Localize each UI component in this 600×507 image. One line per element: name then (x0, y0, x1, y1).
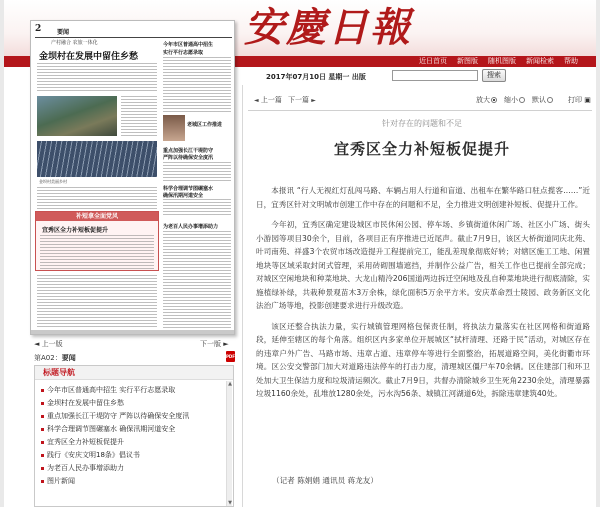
headline-item[interactable]: 宜秀区全力补短板促提升 (35, 436, 225, 449)
prev-page-link[interactable]: ◄ 上一版 (34, 340, 63, 348)
thumb-lead-text-2 (121, 96, 157, 136)
headline-list (35, 384, 225, 488)
next-article-label: 下一篇 (288, 96, 309, 104)
thumb-right-kicker[interactable]: 今年市区普通高中招生 (163, 42, 214, 48)
page (4, 0, 596, 507)
zoom-out-radio-icon[interactable] (519, 97, 525, 103)
thumb-mid-title: 老城区工作推进 (187, 122, 223, 128)
print-link[interactable] (568, 94, 591, 106)
article-byline: （记者 陈娟娟 通讯员 蒋龙友） (272, 476, 378, 485)
nav-recent-home[interactable]: 近日首页 (419, 57, 447, 65)
nav-links (419, 56, 578, 67)
thumb-lead-text (37, 63, 157, 93)
headline-item[interactable]: 科学合理调节图碾塞水 确保汛期河道安全 (35, 423, 225, 436)
scroll-up-icon[interactable]: ▲ (228, 381, 232, 387)
headline-item[interactable]: 金坝村在发展中留住乡愁 (35, 397, 225, 410)
dateline (266, 72, 366, 82)
headline-item[interactable]: 重点加强长江干堤防守 严阵以待确保安全度汛 (35, 410, 225, 423)
article-kicker: 针对存在的问题和不足 (382, 119, 462, 128)
search-button[interactable]: 搜索 (482, 69, 506, 82)
nav-random-page[interactable]: 随机图版 (488, 57, 516, 65)
thumb-right-text (163, 57, 231, 112)
headline-scrollbar[interactable] (226, 381, 232, 506)
headline-item[interactable]: 今年市区普通高中招生 实行平行志愿录取 (35, 384, 225, 397)
column-divider (242, 85, 243, 507)
thumb-rule (35, 37, 232, 38)
thumb-right-title[interactable]: 实行平行志愿录取 (163, 50, 204, 56)
search-input[interactable] (392, 70, 478, 81)
pdf-icon[interactable]: PDF (226, 351, 235, 362)
thumb-right3-title[interactable]: 科学合理调节图碾塞水 (163, 186, 214, 192)
next-article-link[interactable] (288, 94, 316, 107)
thumb-photo-village (37, 96, 117, 136)
thumb-lead-title[interactable]: 金坝村在发展中留住乡愁 (39, 52, 139, 62)
next-arrow-icon: ► (311, 97, 316, 104)
thumb-bottom-right-title[interactable]: 为老百人民办事增添助力 (163, 224, 219, 230)
next-page-link[interactable]: 下一版 ► (200, 340, 229, 348)
thumb-highlight-box[interactable] (35, 211, 159, 271)
default-size-radio-icon[interactable] (547, 97, 553, 103)
article-paragraph: 本报讯 “行人无视红灯乱闯马路、车辆占用人行道和盲道、出租车在繁华路口驻点揽客……”近日，宜秀区针对文明城市创建工作中存在的问题和不足，全力推进文明创建补短板、促提升工作。 (256, 186, 590, 209)
page-thumbnail[interactable] (30, 20, 235, 335)
article-title: 宜秀区全力补短板促提升 (333, 140, 510, 158)
thumb-photo-solar (37, 141, 157, 177)
zoom-in-radio-icon[interactable] (491, 97, 497, 103)
prev-page-label: 上一版 (41, 340, 63, 348)
thumb-box-text (40, 235, 154, 269)
thumb-page-no: 2 (35, 24, 42, 34)
thumb-box-header: 补短拿全面党风 (36, 212, 158, 221)
default-size-option[interactable] (532, 94, 553, 106)
date: 2017年07月10日 (266, 73, 326, 81)
article-body (256, 184, 590, 408)
headline-item[interactable]: 践行《安庆文明18条》倡议书 (35, 449, 225, 462)
masthead-logo[interactable]: 安慶日報 (244, 4, 412, 51)
thumb-lower-text (37, 275, 157, 329)
article-toolbar (248, 94, 596, 106)
thumb-bottom-strip (31, 330, 235, 334)
headline-item[interactable]: 图片新闻 (35, 475, 225, 488)
thumb-section: 要闻 (57, 29, 70, 36)
headline-item[interactable]: 为老百人民办事增添助力 (35, 462, 225, 475)
prev-article-link[interactable] (254, 94, 282, 107)
next-page-label: 下一版 (200, 340, 221, 348)
thumb-lead-kicker: 产村融合 农旅一体化 (51, 40, 98, 46)
article-paragraph: 该区还整合执法力量，实行城镇管理网格包保责任制，将执法力量落实在社区网格和街道路段，延伸至辖区的每个角落。组织区内多家单位开展城区“拭杆清理、还路于民”活动，对城区存在的违章户外广告、马路市场、违章占道、违章停车等进行全面整治，拓展道路空间，美化街衢市环境。区公安交警部门加大对道路违法停车的打击力度，清理城区僵尸车70余辆。区住建部门和环卫处加大卫生保洁力度和垃圾清运频次。截止7月9日，共督办清除城乡卫生死角2230余处，清理暴露垃圾1160余处，乱堆放1280余处，污水沟56条、城镇江河湖道6处，拆除违章建筑40处。 (256, 321, 590, 398)
thumb-right3-sub: 确保汛期河道安全 (163, 193, 204, 199)
thumb-right3-text (163, 199, 231, 217)
thumb-box-title[interactable]: 宜秀区全力补短板促提升 (42, 227, 109, 234)
prev-article-label: 上一篇 (260, 96, 282, 104)
print-label: 打印 (568, 96, 582, 104)
prev-arrow-icon: ◄ (254, 97, 259, 104)
current-page-label (34, 353, 76, 363)
zoom-in-option[interactable] (476, 94, 497, 106)
zoom-out-option[interactable] (504, 94, 525, 106)
left-column (4, 0, 242, 507)
default-size-label: 默认 (532, 96, 546, 104)
thumb-photo-portrait (163, 115, 185, 141)
page-label-prefix: 第A02： (34, 354, 62, 362)
weekday: 星期一 (328, 73, 350, 81)
scroll-down-icon[interactable]: ▼ (228, 500, 232, 506)
headline-nav-title: 标题导航 (35, 366, 233, 380)
thumb-right2-title[interactable]: 重点加强长江干堤防守 (163, 148, 214, 154)
nav-new-page[interactable]: 新图版 (457, 57, 478, 65)
thumb-photo-caption: 金坝村美丽乡村 (39, 179, 67, 184)
zoom-out-label: 缩小 (504, 96, 518, 104)
print-icon: ▣ (584, 96, 591, 104)
thumb-right2-text (163, 162, 231, 182)
nav-news-search[interactable]: 新闻检索 (526, 57, 554, 65)
zoom-in-label: 放大 (476, 96, 490, 104)
edition: 出版 (351, 73, 366, 81)
thumb-right2-sub: 严阵以待确保安全度汛 (163, 155, 214, 161)
page-label-section: 要闻 (61, 354, 76, 362)
nav-help[interactable]: 帮助 (564, 57, 578, 65)
toolbar-rule (248, 110, 592, 111)
headline-nav (34, 365, 234, 507)
thumb-bottom-right-text (163, 231, 231, 329)
thumb-lead-text-3 (37, 187, 157, 209)
article-paragraph: 今年初，宜秀区确定建设城区市民休闲公园、停车场、乡镇街道休闲广场、社区小广场、街头小游园等项目30余个，目前，各项目正有序推进已近尾声。截止7月9日，该区大桥街道同庆北苑、叶司南苑、祥盛3个农贸市场改造提升工程提前完工，能乱差现象彻底好转；对辖区施工工地、闲置地块等区域采取封闭式管理，采用砖砌围墙遮挡，并制作公益广告，相关工作也已提前全部完成；对城区空闲地块和种菜地块、大龙山精泠206国道两边拆迁空闲地及乱自种菜地块进行彻底清除，实施植绿补绿，共栽种景观苗木3万余株，绿化面积5万余平方米。安庆革命烈士陵园、政务新区文化法治广场等地，投影创建要求进行升级改造。 (256, 220, 590, 310)
